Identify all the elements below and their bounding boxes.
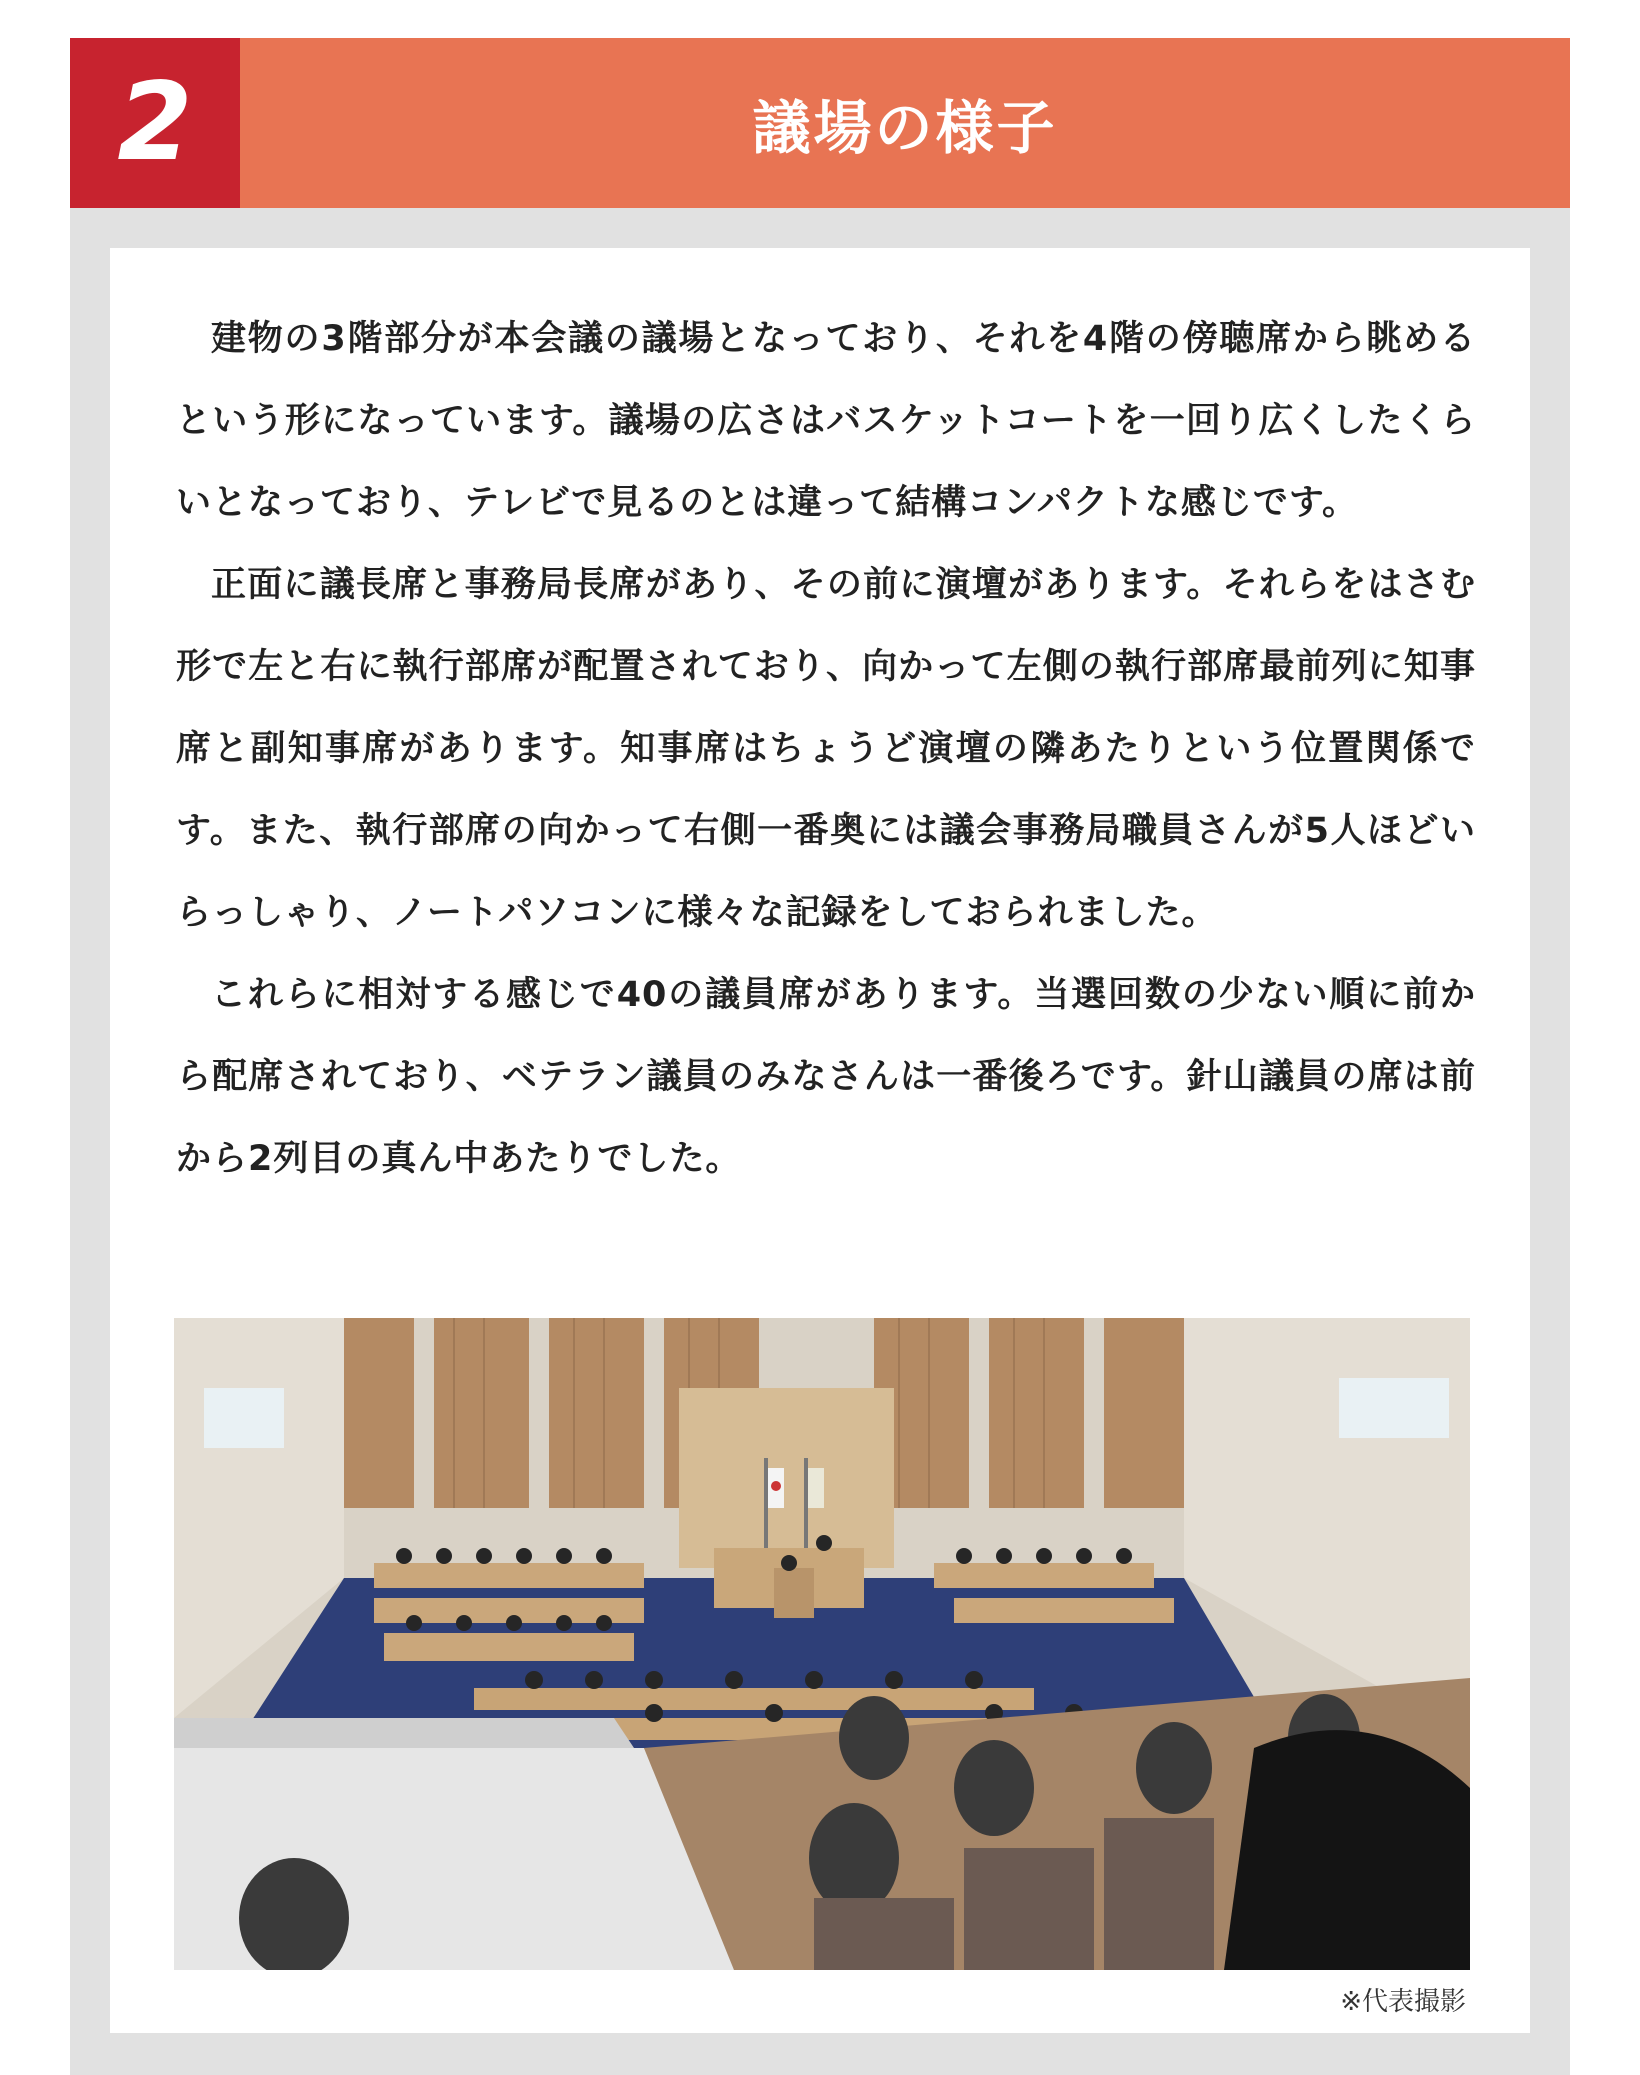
section-title-bar xyxy=(240,38,1570,208)
photo-caption: ※代表撮影 xyxy=(1340,1987,1466,2017)
paragraph: これらに相対する感じで40の議員席があります。当選回数の少ない順に前から配席されており、ベテラン議員のみなさんは一番後ろです。針山議員の席は前から2列目の真ん中あたりでした。 xyxy=(176,975,1476,1179)
section-title: 議場の様子 xyxy=(752,94,1058,162)
assembly-hall-photo xyxy=(174,1318,1470,1970)
section-number: 2 xyxy=(117,60,193,185)
content-card xyxy=(110,248,1530,2033)
section-number-badge xyxy=(70,38,240,208)
paragraph: 正面に議長席と事務局長席があり、その前に演壇があります。それらをはさむ形で左と右に執行部席が配置されており、向かって左側の執行部席最前列に知事席と副知事席があります。知事席はちょうど演壇の隣あたりという位置関係です。また、執行部席の向かって右側一番奥には議会事務局職員さんが5人ほどいらっしゃり、ノートパソコンに様々な記録をしておられました。 xyxy=(176,565,1476,933)
content-panel xyxy=(70,208,1570,2075)
section-header xyxy=(70,38,1570,208)
paragraph: 建物の3階部分が本会議の議場となっており、それを4階の傍聴席から眺めるという形になっています。議場の広さはバスケットコートを一回り広くしたくらいとなっており、テレビで見るのとは違って結構コンパクトな感じです。 xyxy=(176,319,1476,523)
article-body xyxy=(176,298,1476,1200)
